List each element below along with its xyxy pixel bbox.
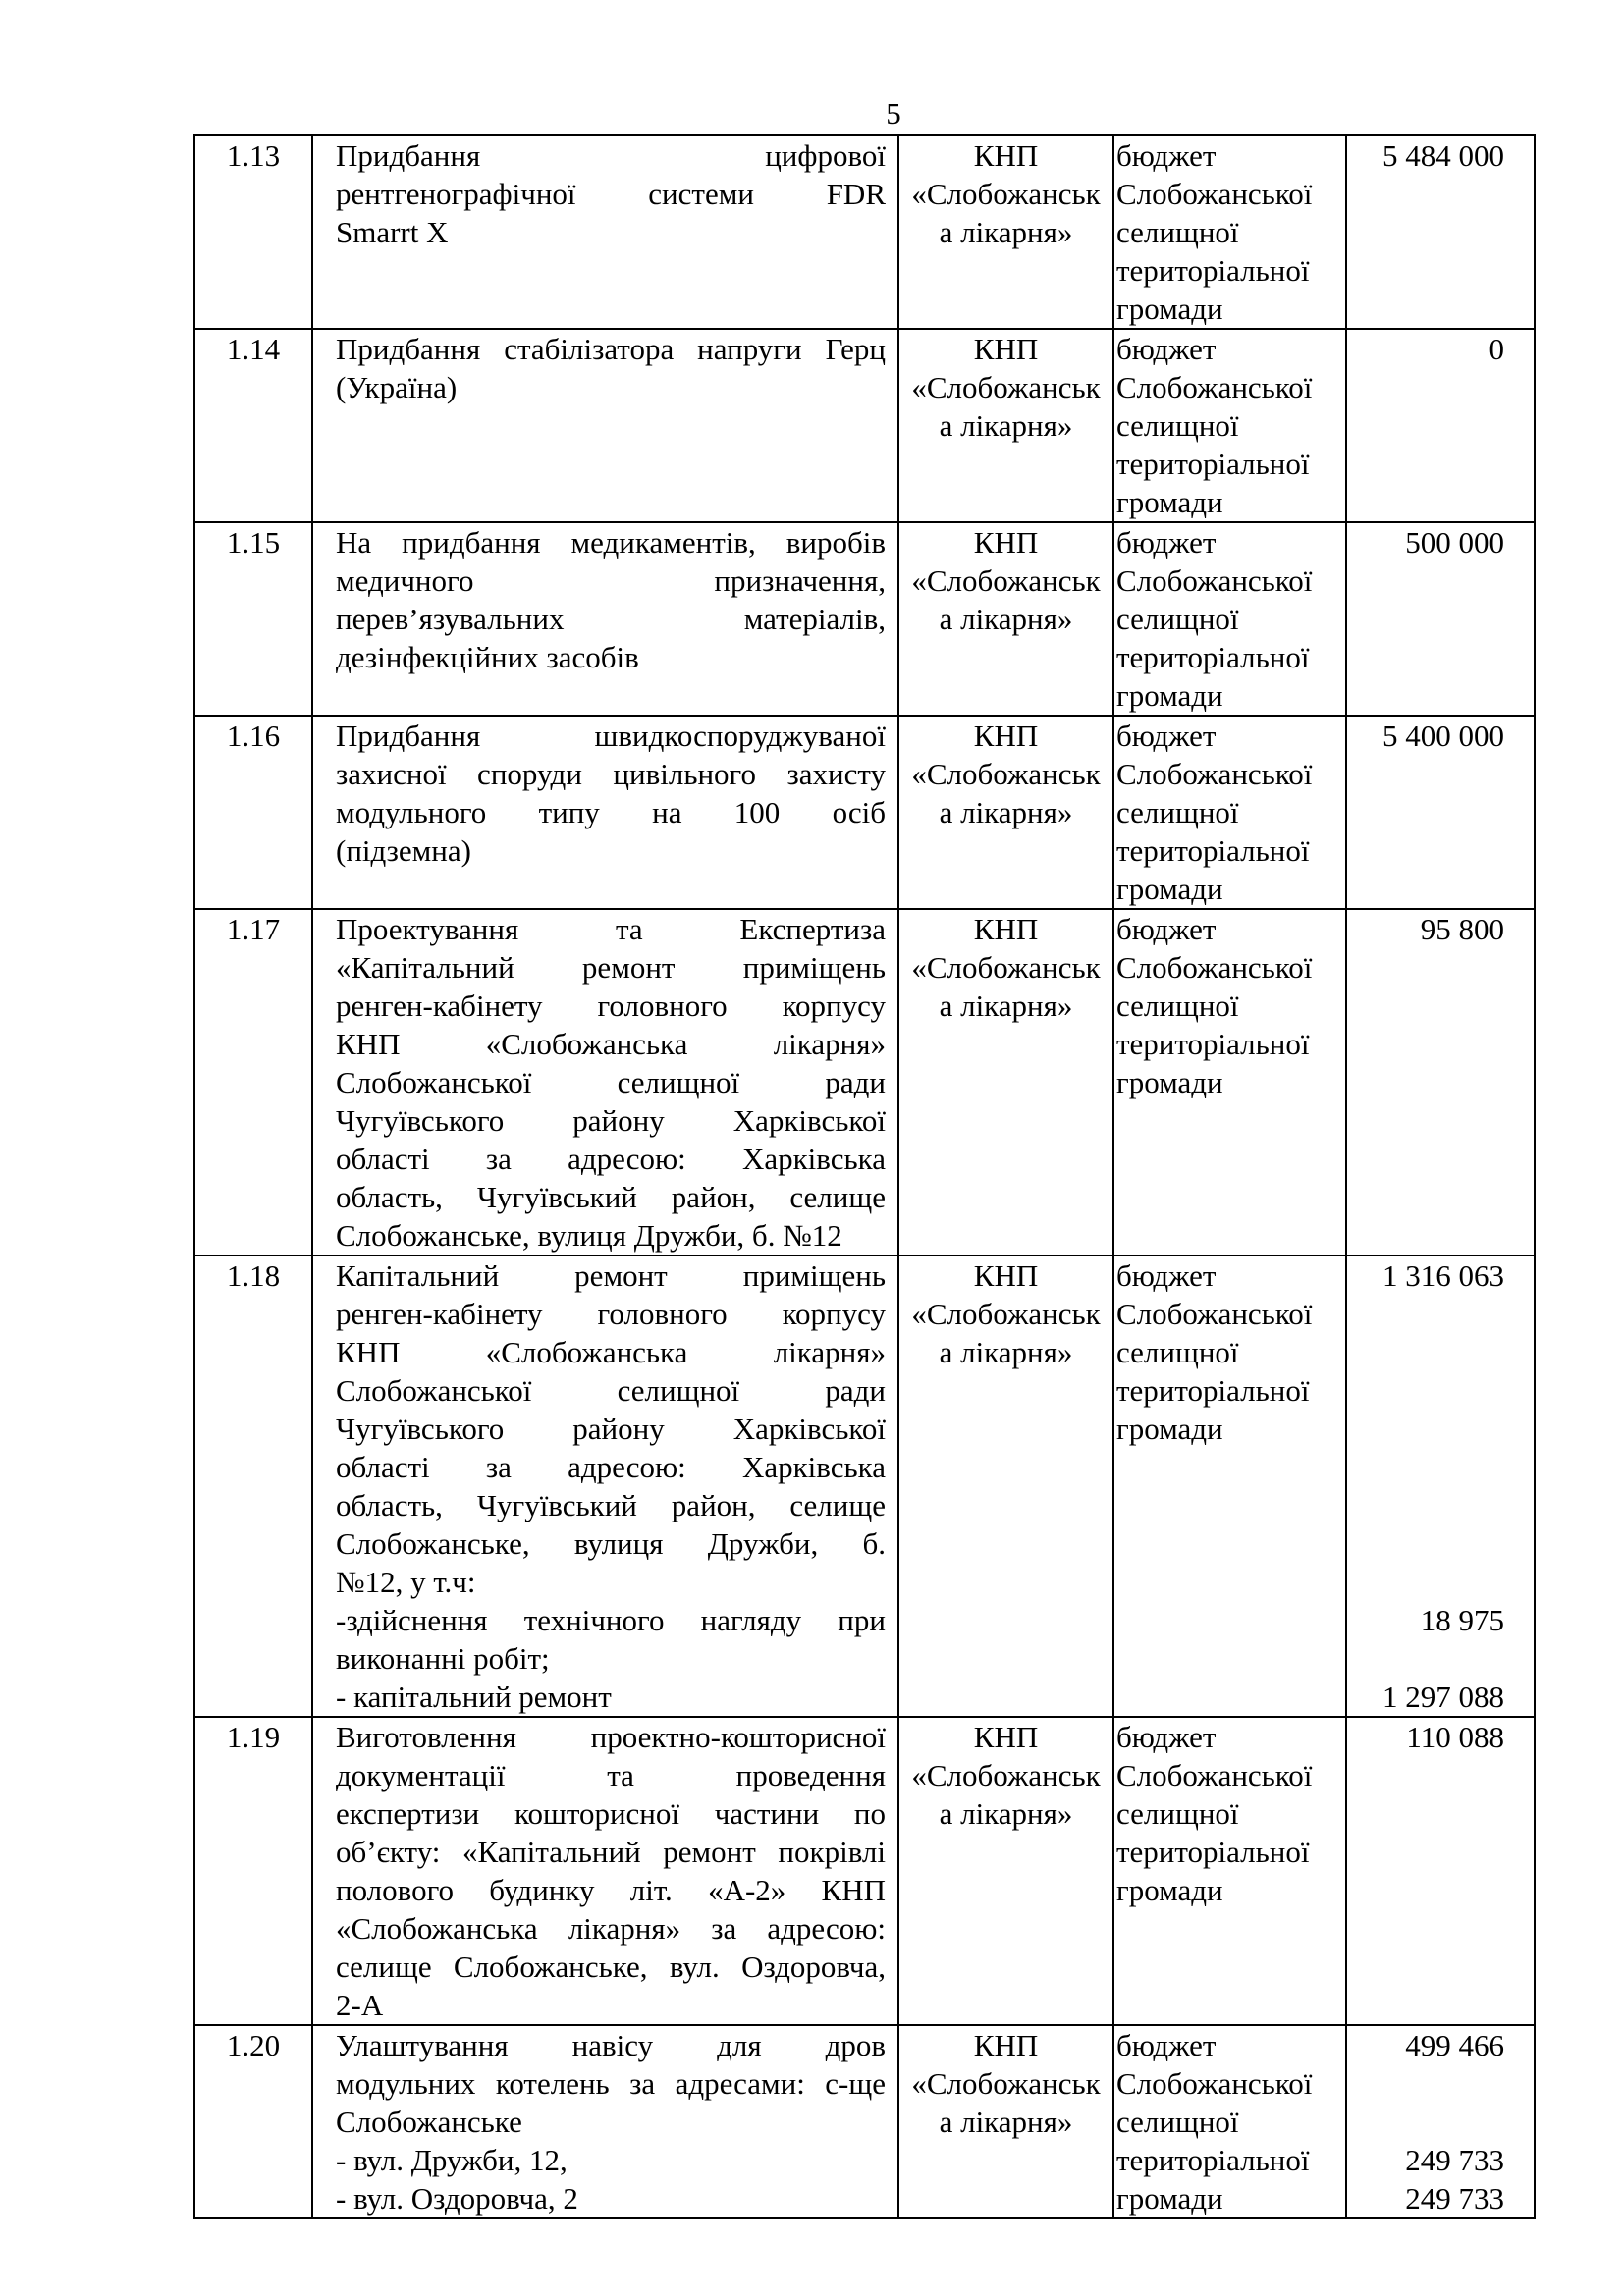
funding-source-cell xyxy=(1113,716,1346,909)
executor-line: КНП xyxy=(973,719,1039,753)
description-line: документації та проведення xyxy=(336,1758,886,1792)
funding-source-line: бюджет xyxy=(1116,719,1217,753)
funding-source-line: територіальної xyxy=(1116,1373,1310,1408)
executor-line: КНП xyxy=(973,2028,1039,2062)
executor-line: а лікарня» xyxy=(939,988,1073,1023)
description-line: об’єкту: «Капітальний ремонт покрівлі xyxy=(336,1835,886,1869)
description-line: виконанні робіт; xyxy=(336,1641,550,1676)
description-line: №12, у т.ч: xyxy=(336,1565,476,1599)
description-line: захисної споруди цивільного захисту xyxy=(336,757,886,791)
description-line: полового будинку літ. «А-2» КНП xyxy=(336,1873,886,1907)
funding-source-line: Слобожанської xyxy=(1116,563,1313,598)
amount-line xyxy=(1347,1639,1504,1678)
row-number-cell: 1.18 xyxy=(194,1255,312,1717)
executor-cell xyxy=(898,329,1113,522)
description-line: експертизи кошторисної частини по xyxy=(336,1796,886,1831)
funding-source-line: територіальної xyxy=(1116,253,1310,288)
row-number-cell: 1.20 xyxy=(194,2025,312,2218)
executor-line: «Слобожанськ xyxy=(911,1297,1101,1331)
funding-source-cell xyxy=(1113,135,1346,329)
description-cell xyxy=(312,1717,898,2025)
amount-line xyxy=(1347,2103,1504,2141)
amount-line: 1 316 063 xyxy=(1382,1258,1504,1293)
budget-table xyxy=(193,134,1536,2219)
description-line: Слобожанське, вулиця Дружби, б. xyxy=(336,1526,886,1561)
amount-cell xyxy=(1346,135,1535,329)
amount-cell xyxy=(1346,716,1535,909)
funding-source-line: бюджет xyxy=(1116,332,1217,366)
funding-source-line: бюджет xyxy=(1116,1720,1217,1754)
description-line: ренген-кабінету головного корпусу xyxy=(336,1297,886,1331)
amount-cell xyxy=(1346,522,1535,716)
funding-source-line: Слобожанської xyxy=(1116,1297,1313,1331)
description-cell xyxy=(312,716,898,909)
description-line: області за адресою: Харківська xyxy=(336,1142,886,1176)
funding-source-line: Слобожанської xyxy=(1116,757,1313,791)
executor-cell xyxy=(898,1717,1113,2025)
amount-line xyxy=(1347,1295,1504,1333)
description-cell xyxy=(312,329,898,522)
description-line: модульного типу на 100 осіб xyxy=(336,795,886,829)
executor-line: а лікарня» xyxy=(939,1796,1073,1831)
funding-source-line: територіальної xyxy=(1116,2143,1310,2177)
amount-line xyxy=(1347,1524,1504,1563)
description-cell xyxy=(312,909,898,1255)
funding-source-line: селищної xyxy=(1116,795,1239,829)
funding-source-cell xyxy=(1113,1717,1346,2025)
executor-line: а лікарня» xyxy=(939,408,1073,443)
amount-line xyxy=(1347,1410,1504,1448)
executor-line: «Слобожанськ xyxy=(911,950,1101,985)
funding-source-line: територіальної xyxy=(1116,1835,1310,1869)
description-line: «Капітальний ремонт приміщень xyxy=(336,950,886,985)
description-cell xyxy=(312,2025,898,2218)
executor-line: «Слобожанськ xyxy=(911,177,1101,211)
description-line: - вул. Дружби, 12, xyxy=(336,2143,568,2177)
executor-line: «Слобожанськ xyxy=(911,1758,1101,1792)
funding-source-line: громади xyxy=(1116,678,1223,713)
description-line: Придбання цифрової xyxy=(336,138,886,173)
funding-source-line: бюджет xyxy=(1116,1258,1217,1293)
funding-source-line: селищної xyxy=(1116,1335,1239,1369)
description-line: Придбання стабілізатора напруги Герц xyxy=(336,332,886,366)
description-cell xyxy=(312,1255,898,1717)
funding-source-cell xyxy=(1113,2025,1346,2218)
executor-line: КНП xyxy=(973,1258,1039,1293)
row-number-cell: 1.13 xyxy=(194,135,312,329)
description-line: рентгенографічної системи FDR xyxy=(336,177,886,211)
executor-line: «Слобожанськ xyxy=(911,757,1101,791)
funding-source-line: громади xyxy=(1116,1412,1223,1446)
executor-cell xyxy=(898,909,1113,1255)
amount-cell xyxy=(1346,2025,1535,2218)
description-line: Слобожанське, вулиця Дружби, б. №12 xyxy=(336,1218,842,1253)
executor-line: КНП xyxy=(973,912,1039,946)
funding-source-line: громади xyxy=(1116,292,1223,326)
row-number-cell: 1.15 xyxy=(194,522,312,716)
description-line: - капітальний ремонт xyxy=(336,1680,612,1714)
description-line: Придбання швидкоспоруджуваної xyxy=(336,719,886,753)
amount-line xyxy=(1347,1486,1504,1524)
funding-source-line: громади xyxy=(1116,2181,1223,2216)
description-cell xyxy=(312,522,898,716)
funding-source-line: селищної xyxy=(1116,1796,1239,1831)
funding-source-line: громади xyxy=(1116,1873,1223,1907)
description-line: (підземна) xyxy=(336,833,471,868)
funding-source-line: селищної xyxy=(1116,408,1239,443)
amount-cell xyxy=(1346,1717,1535,2025)
description-line: «Слобожанська лікарня» за адресою: xyxy=(336,1911,886,1946)
table-row xyxy=(194,1717,1535,2025)
funding-source-line: селищної xyxy=(1116,602,1239,636)
table-row xyxy=(194,329,1535,522)
amount-line: 5 400 000 xyxy=(1382,719,1504,753)
executor-cell xyxy=(898,716,1113,909)
description-line: Smarrt X xyxy=(336,215,449,249)
description-line: (Україна) xyxy=(336,370,458,404)
description-line: Капітальний ремонт приміщень xyxy=(336,1258,886,1293)
funding-source-line: територіальної xyxy=(1116,640,1310,674)
description-line: область, Чугуївський район, селище xyxy=(336,1488,886,1522)
description-line: перев’язувальних матеріалів, xyxy=(336,602,886,636)
amount-line: 249 733 xyxy=(1405,2181,1504,2216)
funding-source-cell xyxy=(1113,329,1346,522)
executor-cell xyxy=(898,135,1113,329)
executor-line: а лікарня» xyxy=(939,795,1073,829)
funding-source-line: Слобожанської xyxy=(1116,950,1313,985)
amount-line xyxy=(1347,1448,1504,1486)
table-row xyxy=(194,909,1535,1255)
executor-line: КНП xyxy=(973,1720,1039,1754)
description-line: 2-А xyxy=(336,1988,384,2022)
executor-line: а лікарня» xyxy=(939,2105,1073,2139)
table-row xyxy=(194,522,1535,716)
table-row xyxy=(194,716,1535,909)
amount-line: 5 484 000 xyxy=(1382,138,1504,173)
executor-line: «Слобожанськ xyxy=(911,563,1101,598)
description-line: область, Чугуївський район, селище xyxy=(336,1180,886,1214)
amount-line: 18 975 xyxy=(1420,1603,1504,1637)
row-number-cell: 1.16 xyxy=(194,716,312,909)
funding-source-line: Слобожанської xyxy=(1116,370,1313,404)
funding-source-cell xyxy=(1113,522,1346,716)
amount-cell xyxy=(1346,909,1535,1255)
amount-line: 95 800 xyxy=(1420,912,1504,946)
description-line: Слобожанське xyxy=(336,2105,522,2139)
table-row xyxy=(194,1255,1535,1717)
executor-line: а лікарня» xyxy=(939,1335,1073,1369)
executor-line: а лікарня» xyxy=(939,602,1073,636)
funding-source-line: бюджет xyxy=(1116,2028,1217,2062)
description-line: Виготовлення проектно-кошторисної xyxy=(336,1720,886,1754)
funding-source-line: селищної xyxy=(1116,2105,1239,2139)
executor-cell xyxy=(898,1255,1113,1717)
funding-source-line: Слобожанської xyxy=(1116,1758,1313,1792)
amount-line: 110 088 xyxy=(1406,1720,1504,1754)
table-row xyxy=(194,2025,1535,2218)
funding-source-cell xyxy=(1113,1255,1346,1717)
description-line: Проектування та Експертиза xyxy=(336,912,886,946)
funding-source-line: Слобожанської xyxy=(1116,2066,1313,2101)
table-row xyxy=(194,135,1535,329)
executor-line: КНП xyxy=(973,525,1039,560)
table-body xyxy=(194,135,1535,2218)
funding-source-line: селищної xyxy=(1116,988,1239,1023)
executor-cell xyxy=(898,2025,1113,2218)
amount-line xyxy=(1347,1371,1504,1410)
funding-source-line: Слобожанської xyxy=(1116,177,1313,211)
amount-cell xyxy=(1346,1255,1535,1717)
funding-source-line: бюджет xyxy=(1116,525,1217,560)
funding-source-line: територіальної xyxy=(1116,1027,1310,1061)
description-line: -здійснення технічного нагляду при xyxy=(336,1603,886,1637)
funding-source-line: селищної xyxy=(1116,215,1239,249)
executor-line: «Слобожанськ xyxy=(911,2066,1101,2101)
description-line: Слобожанської селищної ради xyxy=(336,1373,886,1408)
funding-source-line: громади xyxy=(1116,485,1223,519)
funding-source-cell xyxy=(1113,909,1346,1255)
executor-line: «Слобожанськ xyxy=(911,370,1101,404)
amount-cell xyxy=(1346,329,1535,522)
amount-line: 249 733 xyxy=(1405,2143,1504,2177)
amount-line xyxy=(1347,2064,1504,2103)
amount-line: 500 000 xyxy=(1405,525,1504,560)
description-line: Чугуївського району Харківської xyxy=(336,1103,886,1138)
description-cell xyxy=(312,135,898,329)
funding-source-line: територіальної xyxy=(1116,447,1310,481)
funding-source-line: бюджет xyxy=(1116,138,1217,173)
description-line: КНП «Слобожанська лікарня» xyxy=(336,1335,886,1369)
description-line: дезінфекційних засобів xyxy=(336,640,639,674)
funding-source-line: громади xyxy=(1116,872,1223,906)
amount-line xyxy=(1347,1563,1504,1601)
row-number-cell: 1.14 xyxy=(194,329,312,522)
description-line: селище Слобожанське, вул. Оздоровча, xyxy=(336,1949,886,1984)
executor-line: КНП xyxy=(973,138,1039,173)
description-line: області за адресою: Харківська xyxy=(336,1450,886,1484)
amount-line: 1 297 088 xyxy=(1382,1680,1504,1714)
page-number: 5 xyxy=(886,96,901,131)
amount-line: 0 xyxy=(1489,332,1504,366)
executor-line: КНП xyxy=(973,332,1039,366)
description-line: ренген-кабінету головного корпусу xyxy=(336,988,886,1023)
description-line: Слобожанської селищної ради xyxy=(336,1065,886,1099)
description-line: - вул. Оздоровча, 2 xyxy=(336,2181,578,2216)
description-line: КНП «Слобожанська лікарня» xyxy=(336,1027,886,1061)
funding-source-line: громади xyxy=(1116,1065,1223,1099)
row-number-cell: 1.19 xyxy=(194,1717,312,2025)
funding-source-line: територіальної xyxy=(1116,833,1310,868)
description-line: Чугуївського району Харківської xyxy=(336,1412,886,1446)
description-line: На придбання медикаментів, виробів xyxy=(336,525,886,560)
description-line: медичного призначення, xyxy=(336,563,886,598)
executor-line: а лікарня» xyxy=(939,215,1073,249)
executor-cell xyxy=(898,522,1113,716)
amount-line xyxy=(1347,1333,1504,1371)
description-line: Улаштування навісу для дров xyxy=(336,2028,886,2062)
amount-line: 499 466 xyxy=(1405,2028,1504,2062)
row-number-cell: 1.17 xyxy=(194,909,312,1255)
funding-source-line: бюджет xyxy=(1116,912,1217,946)
description-line: модульних котелень за адресами: с-ще xyxy=(336,2066,886,2101)
